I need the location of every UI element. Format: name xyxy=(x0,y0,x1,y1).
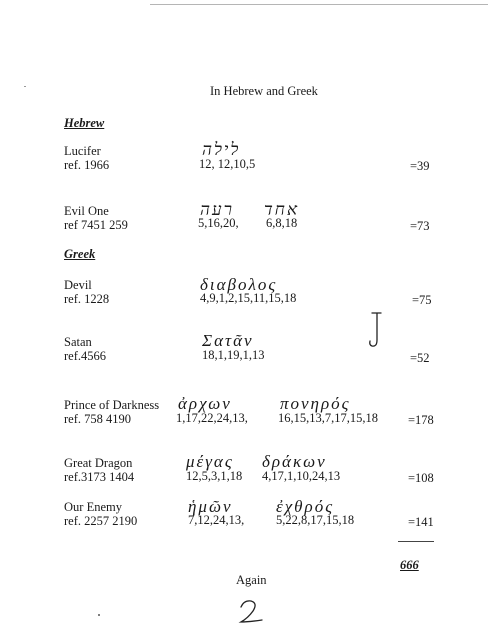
top-edge-rule xyxy=(150,4,488,5)
entry-name: Prince of Darkness xyxy=(64,398,160,412)
letter-values: 7,12,24,13, xyxy=(188,513,245,527)
letter-values: 18,1,19,1,13 xyxy=(202,348,265,362)
grand-total: 666 xyxy=(400,558,419,572)
section-heading-hebrew: Hebrew xyxy=(64,116,105,130)
hebrew-script-2: אחד xyxy=(264,200,300,219)
entry-ref: ref.4566 xyxy=(64,349,106,363)
entry-total: =39 xyxy=(410,159,430,173)
entry-total: =52 xyxy=(410,351,430,365)
entry-name: Great Dragon xyxy=(64,456,133,470)
scan-speck xyxy=(98,614,100,616)
entry-total: =178 xyxy=(408,413,434,427)
letter-values-2: 4,17,1,10,24,13 xyxy=(262,469,341,483)
entry-ref: ref 7451 259 xyxy=(64,218,128,232)
entry-ref: ref. 758 4190 xyxy=(64,412,131,426)
letter-values: 12, 12,10,5 xyxy=(199,157,256,171)
greek-script: ἀρχων xyxy=(178,394,232,413)
entry-total: =73 xyxy=(410,219,430,233)
greek-script: μέγας xyxy=(186,452,234,471)
hebrew-script: לילה xyxy=(202,140,241,159)
entry-name: Evil One xyxy=(64,204,109,218)
letter-values: 12,5,3,1,18 xyxy=(186,469,243,483)
margin-mark xyxy=(368,310,388,356)
letter-values: 4,9,1,2,15,11,15,18 xyxy=(200,291,297,305)
scan-speck xyxy=(24,86,26,87)
letter-values-2: 6,8,18 xyxy=(266,216,298,230)
letter-values: 5,16,20, xyxy=(198,216,239,230)
entry-name: Our Enemy xyxy=(64,500,122,514)
greek-script: διαβολος xyxy=(200,275,278,294)
entry-total: =141 xyxy=(408,515,434,529)
entry-ref: ref.3173 1404 xyxy=(64,470,135,484)
letter-values: 1,17,22,24,13, xyxy=(176,411,248,425)
greek-script: ἡμῶν xyxy=(188,497,233,516)
letter-values-2: 5,22,8,17,15,18 xyxy=(276,513,355,527)
page-title: In Hebrew and Greek xyxy=(210,84,318,98)
entry-name: Devil xyxy=(64,278,92,292)
entry-total: =75 xyxy=(412,293,432,307)
sum-line xyxy=(398,541,434,542)
greek-script-2: δράκων xyxy=(262,452,327,471)
section-heading-greek: Greek xyxy=(64,247,96,261)
footer-text: Again xyxy=(236,573,267,587)
greek-script-2: πονηρός xyxy=(280,394,351,413)
entry-total: =108 xyxy=(408,471,434,485)
greek-script: Σατᾶν xyxy=(202,331,254,350)
entry-ref: ref. 2257 2190 xyxy=(64,514,138,528)
page-number xyxy=(236,598,266,630)
greek-script-2: ἐχθρός xyxy=(276,497,335,516)
entry-name: Lucifer xyxy=(64,144,101,158)
entry-ref: ref. 1966 xyxy=(64,158,110,172)
entry-ref: ref. 1228 xyxy=(64,292,110,306)
letter-values-2: 16,15,13,7,17,15,18 xyxy=(278,411,378,425)
entry-name: Satan xyxy=(64,335,92,349)
hebrew-script: רעה xyxy=(200,200,234,219)
